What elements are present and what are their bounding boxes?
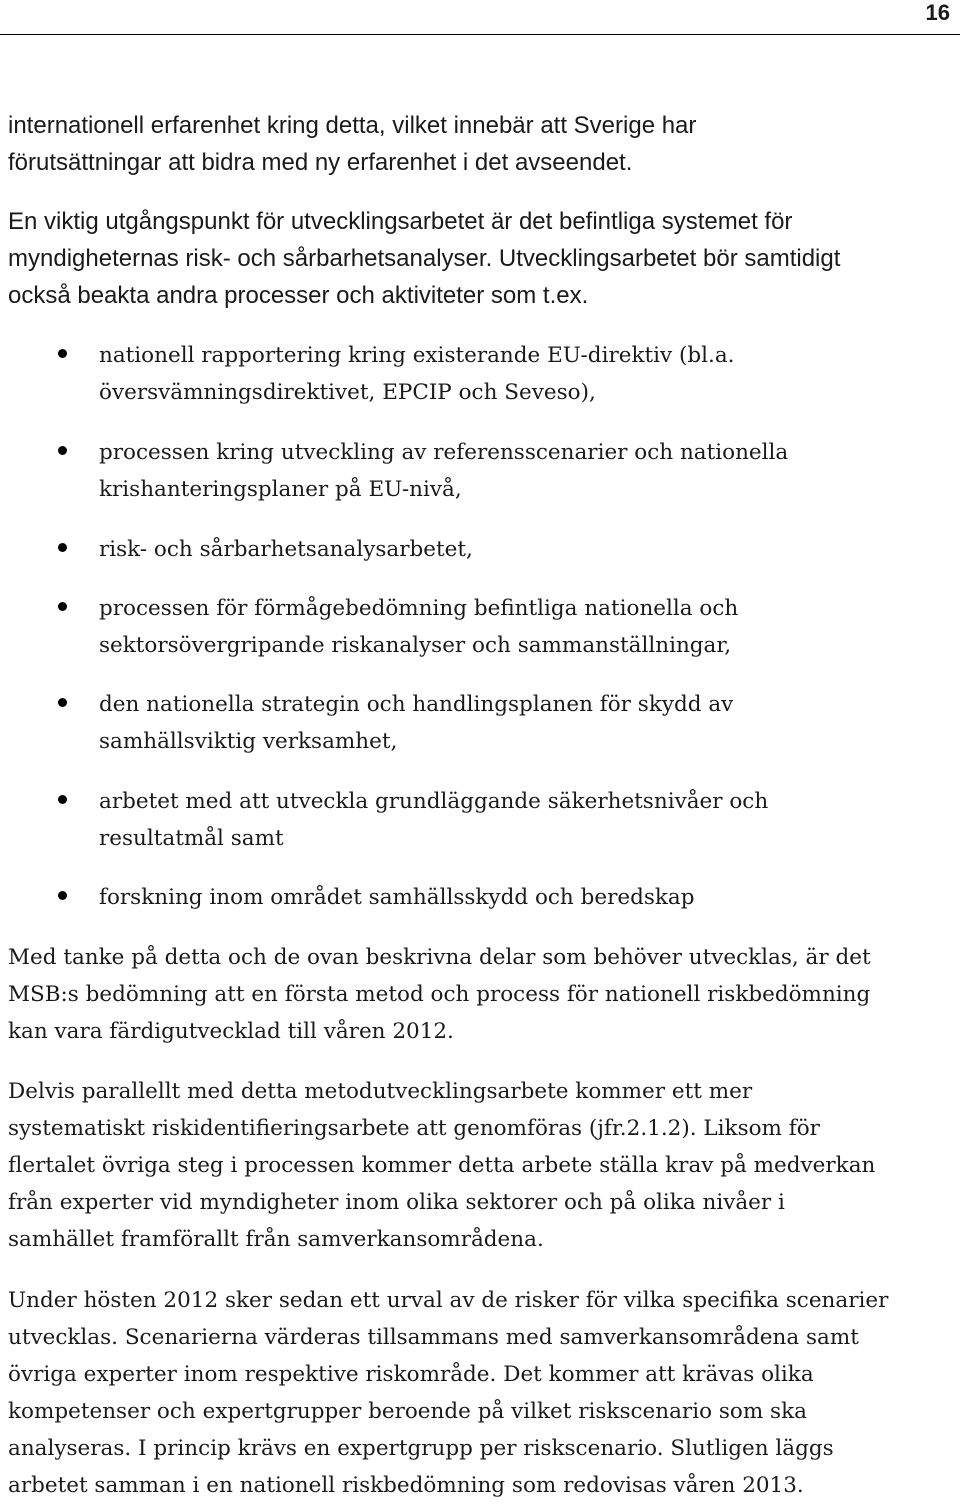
bullet-dot-icon (58, 891, 67, 900)
paragraph-msb-assessment: Med tanke på detta och de ovan beskrivna delar som behöver utvecklas, är det MSB:s bedömning att en första metod och process för nationell riskbedömning kan vara färdigutvecklad till våren 2012. (8, 945, 871, 1044)
list-item-text: forskning inom området samhällsskydd och beredskap (99, 885, 695, 910)
list-item-text: den nationella strategin och handlingsplanen för skydd av samhällsviktig verksamhet, (99, 692, 734, 754)
paragraph-risk-identification: Delvis parallellt med detta metodutvecklingsarbete kommer ett mer systematiskt riskidentifieringsarbete att genomföras (jfr.2.1.2). Liksom för flertalet övriga steg i processen kommer detta arbete ställa krav på medverkan från experter vid myndigheter inom olika sektorer och på olika nivåer i samhället framförallt från samverkansområdena. (8, 1079, 876, 1252)
list-item-text: nationell rapportering kring existerande EU-direktiv (bl.a. översvämningsdirektivet, EPCIP och Seveso), (99, 343, 735, 405)
paragraph-scenario-selection: Under hösten 2012 sker sedan ett urval av de risker för vilka specifika scenarier utvecklas. Scenarierna värderas tillsammans med samverkansområdena samt övriga experter inom respektive riskområde. Det kommer att krävas olika kompetenser och expertgrupper beroende på vilket riskscenario som ska analyseras. I princip krävs en expertgrupp per riskscenario. Slutligen läggs arbetet samman i en nationell riskbedömning som redovisas våren 2013. (8, 1288, 889, 1498)
list-item-text: processen kring utveckling av referensscenarier och nationella krishanteringsplaner på EU-nivå, (99, 440, 789, 502)
header-rule (0, 34, 960, 35)
list-item-text: arbetet med att utveckla grundläggande säkerhetsnivåer och resultatmål samt (99, 789, 769, 851)
bullet-dot-icon (58, 543, 67, 552)
page-number: 16 (925, 0, 950, 25)
bullet-dot-icon (58, 446, 67, 455)
bullet-dot-icon (58, 602, 67, 611)
bullet-dot-icon (58, 698, 67, 707)
list-item-text: processen för förmågebedömning befintliga nationella och sektorsövergripande riskanalyser och sammanställningar, (99, 596, 739, 658)
paragraph-intro-2: En viktig utgångspunkt för utvecklingsarbetet är det befintliga systemet för myndigheternas risk- och sårbarhetsanalyser. Utvecklingsarbetet bör samtidigt också beakta andra processer och aktiviteter som t.ex. (8, 208, 841, 309)
list-item-text: risk- och sårbarhetsanalysarbetet, (99, 537, 473, 562)
bullet-dot-icon (58, 795, 67, 804)
bullet-dot-icon (58, 349, 67, 358)
paragraph-intro-1: internationell erfarenhet kring detta, vilket innebär att Sverige har förutsättningar att bidra med ny erfarenhet i det avseendet. (8, 112, 697, 176)
